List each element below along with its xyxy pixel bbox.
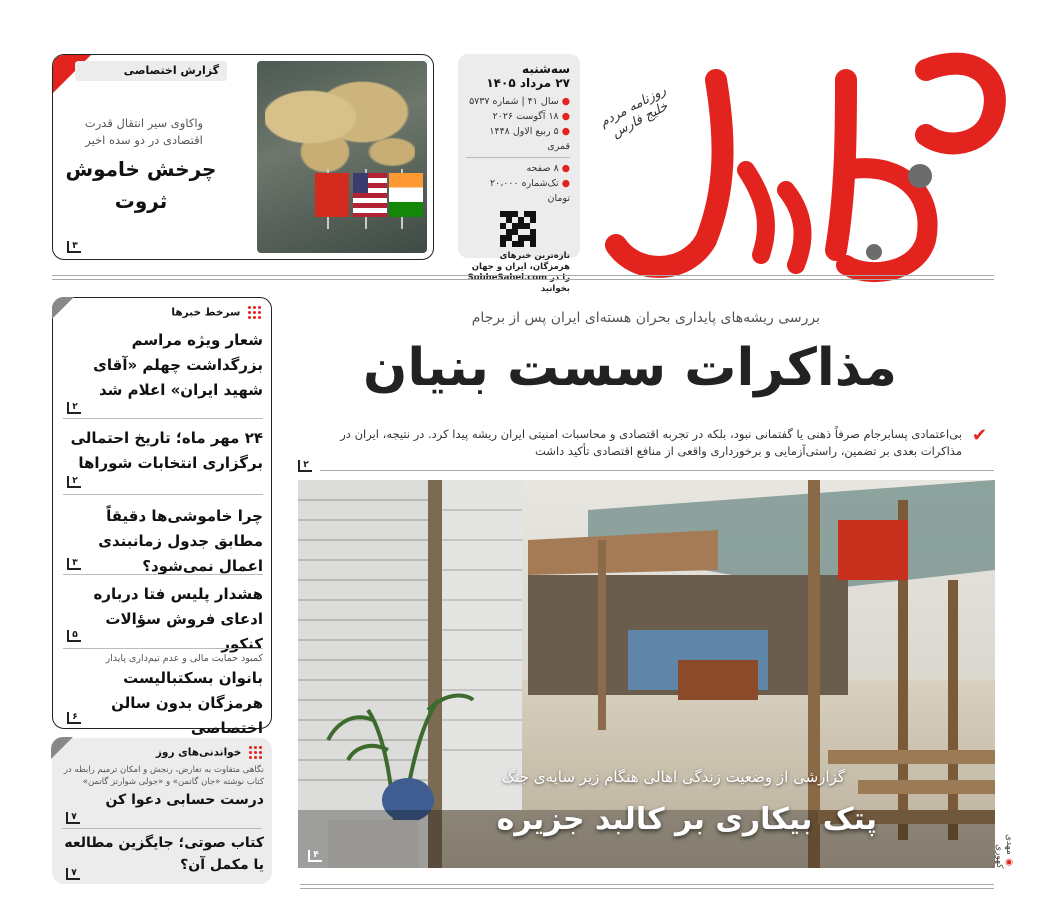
headline-title[interactable]: ۲۴ مهر ماه؛ تاریخ احتمالی برگزاری انتخابات شوراها [70,429,263,472]
page-number: ۲ [298,460,312,472]
popular-box-title: خواندنی‌های روز [156,746,262,759]
popular-kicker: نگاهی متفاوت به تعارض، رنجش و امکان ترمیم رابطه در کتاب نوشته «جان گاتمن» و «جولی شوارتز گاتمن» [63,765,264,787]
divider [320,470,994,471]
headline-title[interactable]: شعار ویژه مراسم بزرگداشت چهلم «آقای شهید ایران» اعلام شد [93,331,263,399]
logo-mark [596,40,1016,290]
page-number: ۶ [67,712,81,724]
headline-item[interactable] [59,504,263,579]
corner-accent [51,737,73,759]
lead-headline[interactable]: مذاکرات سست بنیان [363,338,897,398]
page-number: ۳ [67,241,81,253]
camera-icon: ◉ [1004,858,1014,868]
page-number: ۲ [67,402,81,414]
logo-dot-small [866,244,882,260]
headline-item[interactable] [59,652,263,741]
headline-item[interactable] [59,328,263,403]
page-number: ۷ [66,812,80,824]
special-report-tag: گزارش اختصاصی [75,61,227,81]
checkmark-icon: ✔ [972,425,988,446]
headline-title[interactable]: بانوان بسکتبالیست هرمزگان بدون سالن اختصاصی [111,669,263,737]
headline-item[interactable] [59,582,263,657]
photo-credit [994,808,1014,868]
dots-icon [248,306,261,319]
special-report-box[interactable] [52,54,434,260]
india-flag-icon [389,173,423,217]
main-photo[interactable] [298,480,995,868]
masthead-tagline: روزنامه مردم خلیج فارس [597,83,671,141]
divider [300,884,994,885]
headline-title[interactable]: هشدار پلیس فتا درباره ادعای فروش سؤالات کنکور [93,585,263,653]
issue-lunar-date: ۵ ربیع الاول ۱۴۴۸ قمری [489,126,570,152]
page-number: ۷ [66,868,80,880]
issue-volume: سال ۴۱ | شماره ۵۷۳۷ [469,96,559,107]
divider [63,574,263,575]
headline-title[interactable]: چرا خاموشی‌ها دقیقاً مطابق جدول زمانبندی اعمال نمی‌شود؟ [98,507,263,575]
us-flag-icon [353,173,387,217]
popular-box [52,738,272,884]
popular-item[interactable] [60,764,264,813]
special-report-headline[interactable]: چرخش خاموش ثروت [65,157,217,213]
masthead-logo [596,40,1016,290]
lead-kicker: بررسی ریشه‌های پایداری بحران هسته‌ای ایران پس از برجام [471,310,820,326]
qr-code-icon [500,211,536,247]
popular-title[interactable]: کتاب صوتی؛ جایگزین مطالعه یا مکمل آن؟ [64,835,264,873]
divider [63,418,263,419]
divider [62,828,262,829]
issue-price: تک‌شماره ۲۰،۰۰۰ تومان [490,178,570,204]
headline-item[interactable] [59,426,263,476]
page-number: ۳ [67,558,81,570]
page-number: ۴ [308,850,322,862]
issue-gregorian-date: ۱۸ آگوست ۲۰۲۶ [492,111,559,122]
page-number: ۲ [67,476,81,488]
issue-day: سه‌شنبه [522,62,570,76]
page-number: ۵ [67,630,81,642]
world-map-image [265,77,415,177]
divider [300,888,994,889]
divider [63,494,263,495]
issue-date: ۲۷ مرداد ۱۴۰۵ [486,76,570,90]
special-report-kicker: واکاوی سیر انتقال قدرت اقتصادی در دو سده اخیر [84,116,204,147]
popular-item[interactable] [60,832,264,876]
issue-info-box: سه‌شنبه ۲۷ مرداد ۱۴۰۵ ● سال ۴۱ | شماره ۵۷۳۷ ● ۱۸ آگوست ۲۰۲۶ ● ۵ ربیع الاول ۱۴۴۸ قمری ● ۸ صفحه ● تک‌شماره ۲۰،۰۰۰ تومان تازه‌ترین خبرهای هرمزگان، ایران و جهان را در SobheSahel.com بخوانید [458,54,580,258]
divider [52,279,994,280]
lead-body: بی‌اعتمادی پسابرجام صرفاً ذهنی یا گفتمانی نبود، بلکه در تجربه اقتصادی و محاسبات امنیتی ایران ریشه پیدا کرد. در نتیجه، ایران در مذاکرات بعدی بر تضمین، راستی‌آزمایی و برخورداری واقعی از منافع اقتصادی تأکید داشت [340,427,962,458]
logo-dot [908,164,932,188]
headlines-box-title: سرخط خبرها [171,306,261,319]
corner-accent [52,297,74,319]
divider [52,275,994,276]
photo-story-headline[interactable]: پتک بیکاری بر کالبد جزیره [496,802,877,837]
special-report-photo [257,61,427,253]
headlines-box [52,297,272,737]
headline-kicker: کمبود حمایت مالی و عدم تیم‌داری پایدار [105,653,263,664]
photo-story-kicker: گزارشی از وضعیت زندگی اهالی هنگام زیر سایه‌ی جنگ [501,768,845,786]
popular-title[interactable]: درست حسابی دعوا کن [105,792,264,808]
divider [63,648,263,649]
issue-pages: ۸ صفحه [526,163,559,174]
china-flag-icon [315,173,349,217]
dots-icon [249,746,262,759]
photo-credit-name: مهدی کهوری [994,834,1014,868]
website-promo: تازه‌ترین خبرهای هرمزگان، ایران و جهان را در SobheSahel.com بخوانید [467,251,570,294]
